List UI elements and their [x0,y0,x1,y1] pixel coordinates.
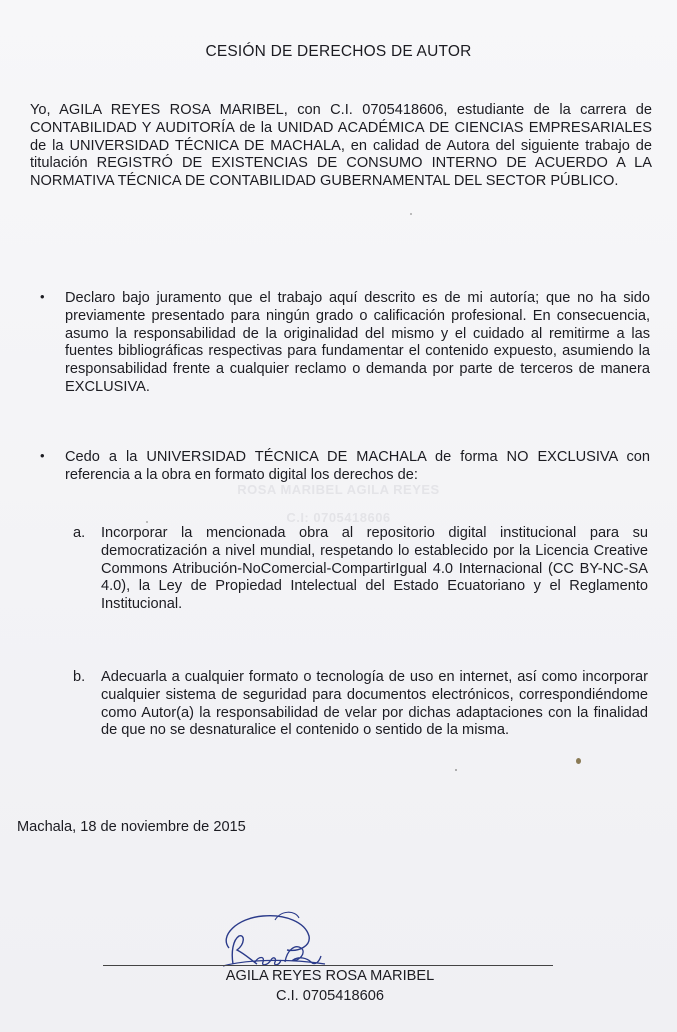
bleed-through-name: ROSA MARIBEL AGILA REYES [237,482,440,497]
signer-id: C.I. 0705418606 [276,988,384,1004]
bullet-icon: • [40,289,45,304]
bleed-through-id: C.I: 0705418606 [286,510,391,525]
sub-item-text: Adecuarla a cualquier formato o tecnología de uso en internet, así como incorporar cualquier sistema de seguridad para documentos electrónicos, correspondiéndome como Autor(a) la responsabilidad de velar por dichas adaptaciones con la finalidad de que no se desnaturalice el contenido o sentido de la misma. [101,669,648,739]
list-item [73,669,648,740]
paper-speck [410,213,412,215]
paper-speck [576,758,581,764]
bullet-icon: • [40,448,45,463]
sub-item-label: b. [73,669,86,685]
list-item [40,290,650,397]
list-item [73,525,648,614]
declaration-paragraph: Declaro bajo juramento que el trabajo aquí descrito es de mi autoría; que no ha sido previamente presentado para ningún grado o calificación profesional. En consecuencia, asumo la responsabilidad de la originalidad del mismo y el cuidado al remitirme a las fuentes bibliográficas respectivas para fundamentar el contenido expuesto, asumiendo la responsabilidad frente a cualquier reclamo o demanda por parte de terceros de manera EXCLUSIVA. [65,290,650,395]
paper-speck [455,769,457,771]
sub-item-label: a. [73,525,86,541]
page-title: CESIÓN DE DERECHOS DE AUTOR [205,43,472,60]
place-date: Machala, 18 de noviembre de 2015 [17,819,246,835]
intro-paragraph: Yo, AGILA REYES ROSA MARIBEL, con C.I. 0705418606, estudiante de la carrera de CONTABILIDAD Y AUDITORÍA de la UNIDAD ACADÉMICA DE CIENCIAS EMPRESARIALES de la UNIVERSIDAD TÉCNICA DE MACHALA, en calidad de Autora del siguiente trabajo de titulación REGISTRÓ DE EXISTENCIAS DE CONSUMO INTERNO DE ACUERDO A LA NORMATIVA TÉCNICA DE CONTABILIDAD GUBERNAMENTAL DEL SECTOR PÚBLICO. [30,102,652,190]
signature-line [103,965,553,966]
cession-paragraph: Cedo a la UNIVERSIDAD TÉCNICA DE MACHALA de forma NO EXCLUSIVA con referencia a la obra en formato digital los derechos de: [65,449,650,483]
signer-name: AGILA REYES ROSA MARIBEL [225,968,435,984]
list-item [40,449,650,485]
paper-speck [146,521,148,523]
sub-item-text: Incorporar la mencionada obra al repositorio digital institucional para su democratización a nivel mundial, respetando lo establecido por la Licencia Creative Commons Atribución-NoComercial-CompartirIgual 4.0 Internacional (CC BY-NC-SA 4.0), la Ley de Propiedad Intelectual del Estado Ecuatoriano y el Reglamento Institucional. [101,525,648,613]
